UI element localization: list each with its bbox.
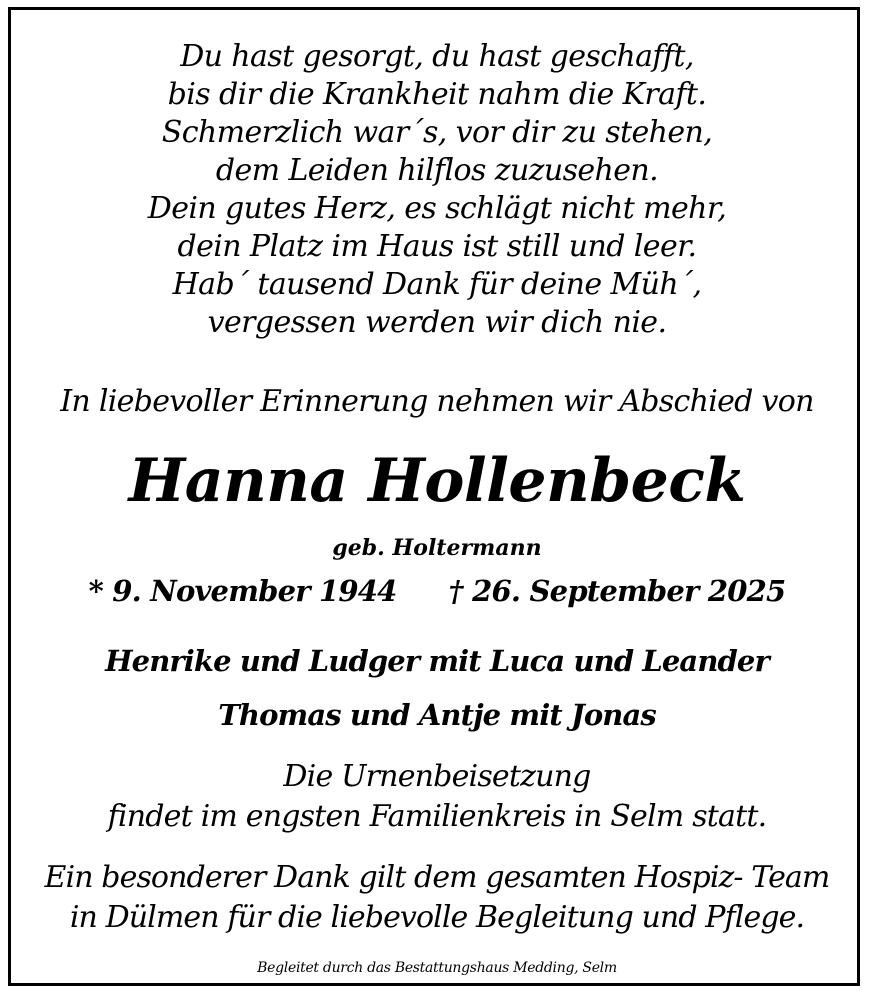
poem-line: Hab´ tausend Dank für deine Müh´, [172, 267, 702, 302]
thanks-line: Ein besonderer Dank gilt dem gesamten Hospiz- Team [44, 860, 830, 895]
life-dates [0, 574, 874, 608]
poem-line: bis dir die Krankheit nahm die Kraft. [167, 77, 707, 112]
birth-date: * 9. November 1944 [88, 574, 397, 608]
funeral-note-line: Die Urnenbeisetzung [283, 759, 591, 794]
poem-line: Du hast gesorgt, du hast geschafft, [180, 39, 694, 74]
poem-line: Dein gutes Herz, es schlägt nicht mehr, [147, 191, 727, 226]
maiden-name: geb. Holtermann [332, 535, 542, 561]
intro-text: In liebevoller Erinnerung nehmen wir Abschied von [60, 384, 814, 419]
thanks-line: in Dülmen für die liebevolle Begleitung und Pflege. [69, 900, 805, 935]
poem-line: vergessen werden wir dich nie. [207, 305, 667, 340]
deceased-name: Hanna Hollenbeck [128, 446, 746, 516]
poem-line: dein Platz im Haus ist still und leer. [177, 229, 697, 264]
family-line: Thomas und Antje mit Jonas [218, 698, 656, 732]
funeral-note-line: findet im engsten Familienkreis in Selm statt. [107, 799, 767, 834]
poem-line: Schmerzlich war´s, vor dir zu stehen, [161, 115, 713, 150]
family-line: Henrike und Ludger mit Luca und Leander [105, 644, 769, 678]
funeral-home-credit: Begleitet durch das Bestattungshaus Medding, Selm [257, 960, 617, 976]
death-date: † 26. September 2025 [448, 574, 786, 608]
poem-line: dem Leiden hilflos zuzusehen. [215, 153, 659, 188]
